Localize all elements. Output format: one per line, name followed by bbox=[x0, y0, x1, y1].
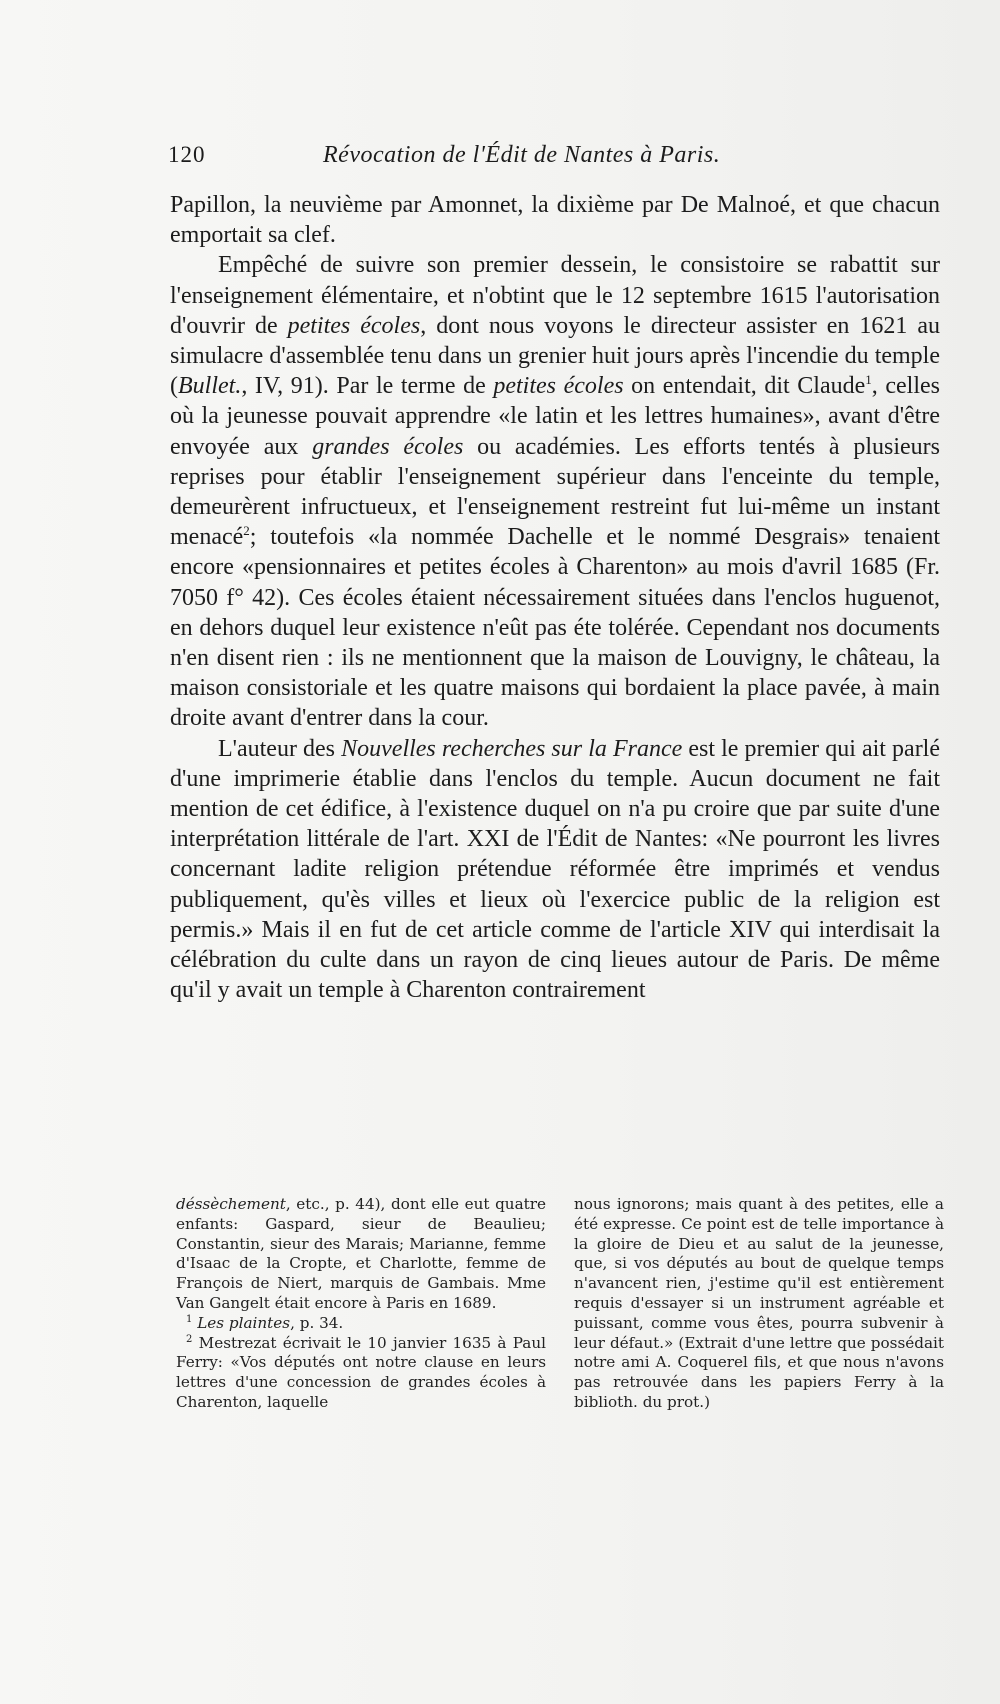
text-run: ou académies. Les efforts tentés à plusieurs reprises pour établir l'enseignement supérieur dans l'enceinte du temple, demeurèrent infructueux, et l'enseignement restreint fut lui-même un instant menacé bbox=[170, 433, 941, 551]
footnote-2-continuation: nous ignorons; mais quant à des petites, elle a été expresse. Ce point est de telle importance à la gloire de Dieu et au salut de la jeunesse, que, si vos députés au bout de quelque temps n'avancent rien, j'estime qu'il est entièrement requis d'essayer si un instrument agréable et puissant, comme vous êtes, pourra subvenir à leur défaut.» (Extrait d'une lettre que possédait notre ami A. Coquerel fils, et que nous n'avons pas retrouvée dans les papiers Ferry à la biblioth. du prot.) bbox=[574, 1195, 944, 1411]
emphasis: petites écoles bbox=[493, 373, 624, 400]
running-title: Révocation de l'Édit de Nantes à Paris. bbox=[323, 142, 721, 168]
text-run: Empêché de suivre son premier dessein, le consistoire se rabattit sur l'enseignement élémentaire, et n'obtint que le 12 septembre 1615 l'autorisation d'ouvrir de bbox=[170, 252, 940, 339]
footnote-continuation bbox=[176, 1195, 546, 1314]
emphasis: Les plaintes bbox=[197, 1313, 291, 1332]
text-run: , celles où la jeunesse pouvait apprendre «le latin et les lettres humaines», avant d'être envoyée aux bbox=[170, 373, 940, 460]
paragraph-3 bbox=[170, 734, 940, 1006]
footnote-column-right bbox=[574, 1195, 944, 1413]
text-run: , etc., p. 44), dont elle eut quatre enfants: Gaspard, sieur de Beaulieu; Constantin, sieur des Marais; Marianne, femme d'Isaac de la Cropte, et Charlotte, femme de François de Niert, marquis de Gambais. Mme Van Gangelt était encore à Paris en 1689. bbox=[176, 1195, 546, 1312]
footnote-marker: 2 bbox=[186, 1333, 193, 1345]
emphasis: Bullet. bbox=[178, 373, 242, 400]
footnote-column-left bbox=[176, 1195, 546, 1413]
text-run: est le premier qui ait parlé d'une imprimerie établie dans l'enclos du temple. Aucun document ne fait mention de cet édifice, à l'existence duquel on n'a pu croire que par suite d'une interprétation littérale de l'art. XXI de l'Édit de Nantes: «Ne pourront les livres concernant ladite religion prétendue réformée être imprimés et vendus publiquement, qu'ès villes et lieux où l'exercice public de la religion est permis.» Mais il en fut de cet article comme de l'article XIV qui interdisait la célébration du culte dans un rayon de cinq lieues autour de Paris. De même qu'il y avait un temple à Charenton contrairement bbox=[170, 735, 941, 1004]
emphasis: déssèchement bbox=[176, 1195, 286, 1213]
emphasis: grandes écoles bbox=[312, 433, 464, 460]
text-run: , dont nous voyons le directeur assister en 1621 au simulacre d'assemblée tenu dans un grenier huit jours après l'incendie du temple ( bbox=[170, 312, 940, 400]
text-run: on entendait, dit Claude bbox=[623, 373, 866, 400]
text-run: , IV, 91). Par le terme de bbox=[241, 373, 494, 400]
text-run: Mestrezat écrivait le 10 janvier 1635 à Paul Ferry: «Vos députés ont notre clause en leurs lettres d'une concession de grandes écoles à Charenton, laquelle bbox=[176, 1333, 546, 1411]
footnote-1 bbox=[176, 1314, 546, 1334]
text-run: ; toutefois «la nommée Dachelle et le nommé Desgrais» tenaient encore «pensionnaires et petites écoles à Charenton» au mois d'avril 1685 (Fr. 7050 f° 42). Ces écoles étaient nécessairement situées dans l'enclos huguenot, en dehors duquel leur existence n'eût pas éte tolérée. Cependant nos documents n'en disent rien : ils ne mentionnent que la maison de Louvigny, le château, la maison consistoriale et les quatre maisons qui bordaient la place pavée, à main droite avant d'entrer dans la cour. bbox=[170, 524, 940, 732]
footnote-ref-2: 2 bbox=[243, 523, 250, 539]
emphasis: petites écoles bbox=[287, 312, 421, 339]
main-text bbox=[170, 190, 940, 1005]
text-run: L'auteur des bbox=[218, 735, 342, 762]
footnote-2 bbox=[176, 1334, 546, 1413]
footnote-ref-1: 1 bbox=[865, 372, 872, 388]
paragraph-2 bbox=[170, 250, 940, 733]
footnote-marker: 1 bbox=[186, 1313, 193, 1325]
emphasis: Nouvelles recherches sur la France bbox=[341, 735, 683, 762]
page-number: 120 bbox=[168, 142, 206, 167]
text-run: , p. 34. bbox=[290, 1313, 344, 1332]
page-header bbox=[168, 142, 938, 182]
paragraph-1: Papillon, la neuvième par Amonnet, la dixième par De Malnoé, et que chacun emportait sa clef. bbox=[170, 192, 940, 249]
